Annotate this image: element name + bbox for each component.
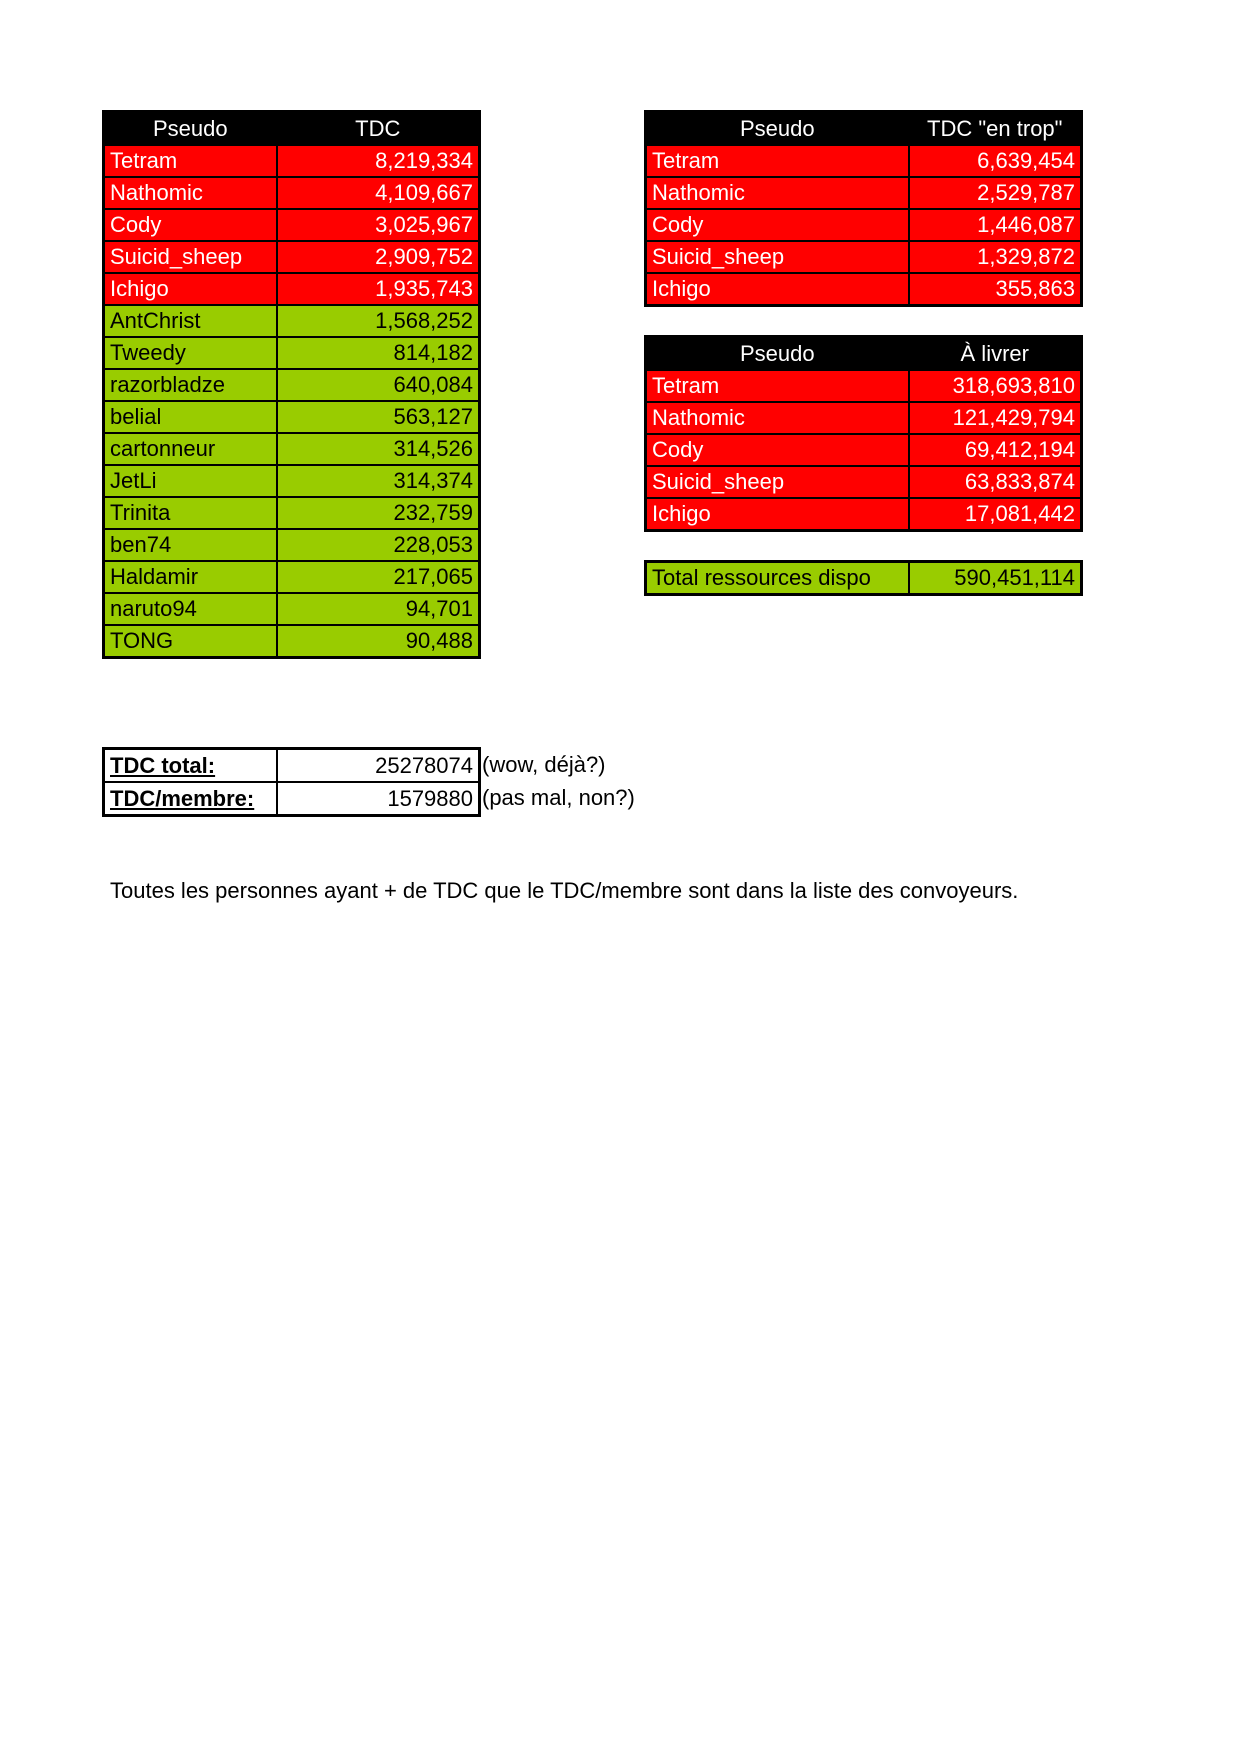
table-header-row bbox=[646, 112, 1082, 146]
tdc-member-note: (pas mal, non?) bbox=[482, 785, 635, 810]
total-resources-table bbox=[644, 560, 1083, 596]
total-resources-value: 590,451,114 bbox=[909, 562, 1082, 595]
table-row bbox=[646, 402, 1082, 434]
table-row bbox=[646, 273, 1082, 306]
value-cell: 563,127 bbox=[277, 401, 480, 433]
value-cell: 640,084 bbox=[277, 369, 480, 401]
value-cell: 2,909,752 bbox=[277, 241, 480, 273]
table-row bbox=[104, 593, 480, 625]
value-cell: 318,693,810 bbox=[909, 370, 1082, 402]
tdc-member-row bbox=[104, 782, 480, 816]
pseudo-cell: Tetram bbox=[646, 145, 909, 177]
pseudo-cell: Suicid_sheep bbox=[104, 241, 277, 273]
value-cell: 1,935,743 bbox=[277, 273, 480, 305]
pseudo-cell: Cody bbox=[646, 434, 909, 466]
pseudo-cell: Trinita bbox=[104, 497, 277, 529]
column-header-pseudo: Pseudo bbox=[104, 112, 277, 146]
pseudo-cell: Nathomic bbox=[104, 177, 277, 209]
total-resources-label: Total ressources dispo bbox=[646, 562, 909, 595]
table-row bbox=[646, 177, 1082, 209]
tdc-member-value: 1579880 bbox=[277, 782, 480, 816]
value-cell: 355,863 bbox=[909, 273, 1082, 306]
table-row bbox=[104, 465, 480, 497]
pseudo-cell: AntChrist bbox=[104, 305, 277, 337]
table-row bbox=[104, 369, 480, 401]
table-row bbox=[104, 209, 480, 241]
table-row bbox=[104, 433, 480, 465]
table-row bbox=[646, 209, 1082, 241]
value-cell: 1,568,252 bbox=[277, 305, 480, 337]
pseudo-cell: Ichigo bbox=[104, 273, 277, 305]
value-cell: 232,759 bbox=[277, 497, 480, 529]
table-row bbox=[104, 241, 480, 273]
table-row bbox=[104, 177, 480, 209]
pseudo-cell: Suicid_sheep bbox=[646, 241, 909, 273]
column-header-pseudo: Pseudo bbox=[646, 337, 909, 371]
value-cell: 4,109,667 bbox=[277, 177, 480, 209]
tdc-main-table bbox=[102, 110, 481, 659]
column-header-tdc-excess: TDC "en trop" bbox=[909, 112, 1082, 146]
pseudo-cell: cartonneur bbox=[104, 433, 277, 465]
value-cell: 17,081,442 bbox=[909, 498, 1082, 531]
table-row bbox=[646, 498, 1082, 531]
tdc-total-row bbox=[104, 749, 480, 783]
pseudo-cell: TONG bbox=[104, 625, 277, 658]
column-header-pseudo: Pseudo bbox=[646, 112, 909, 146]
value-cell: 314,374 bbox=[277, 465, 480, 497]
table-header-row bbox=[646, 337, 1082, 371]
pseudo-cell: Cody bbox=[646, 209, 909, 241]
tdc-member-label: TDC/membre: bbox=[104, 782, 277, 816]
summary-table bbox=[102, 747, 481, 817]
pseudo-cell: Ichigo bbox=[646, 498, 909, 531]
pseudo-cell: JetLi bbox=[104, 465, 277, 497]
value-cell: 90,488 bbox=[277, 625, 480, 658]
table-row bbox=[104, 625, 480, 658]
pseudo-cell: ben74 bbox=[104, 529, 277, 561]
column-header-to-deliver: À livrer bbox=[909, 337, 1082, 371]
table-row bbox=[104, 273, 480, 305]
footnote-text: Toutes les personnes ayant + de TDC que le TDC/membre sont dans la liste des convoyeurs. bbox=[110, 878, 1019, 903]
table-row bbox=[646, 466, 1082, 498]
value-cell: 121,429,794 bbox=[909, 402, 1082, 434]
pseudo-cell: Ichigo bbox=[646, 273, 909, 306]
value-cell: 69,412,194 bbox=[909, 434, 1082, 466]
value-cell: 2,529,787 bbox=[909, 177, 1082, 209]
value-cell: 1,446,087 bbox=[909, 209, 1082, 241]
value-cell: 1,329,872 bbox=[909, 241, 1082, 273]
table-row bbox=[104, 401, 480, 433]
value-cell: 228,053 bbox=[277, 529, 480, 561]
tdc-excess-table bbox=[644, 110, 1083, 307]
value-cell: 3,025,967 bbox=[277, 209, 480, 241]
table-header-row bbox=[104, 112, 480, 146]
tdc-total-value: 25278074 bbox=[277, 749, 480, 783]
total-resources-row bbox=[646, 562, 1082, 595]
column-header-tdc: TDC bbox=[277, 112, 480, 146]
pseudo-cell: razorbladze bbox=[104, 369, 277, 401]
value-cell: 314,526 bbox=[277, 433, 480, 465]
table-row bbox=[104, 561, 480, 593]
value-cell: 8,219,334 bbox=[277, 145, 480, 177]
table-row bbox=[646, 370, 1082, 402]
tdc-total-label: TDC total: bbox=[104, 749, 277, 783]
table-row bbox=[646, 145, 1082, 177]
value-cell: 63,833,874 bbox=[909, 466, 1082, 498]
table-row bbox=[104, 337, 480, 369]
pseudo-cell: Haldamir bbox=[104, 561, 277, 593]
pseudo-cell: Nathomic bbox=[646, 402, 909, 434]
table-row bbox=[104, 145, 480, 177]
tdc-total-note: (wow, déjà?) bbox=[482, 752, 606, 777]
value-cell: 94,701 bbox=[277, 593, 480, 625]
pseudo-cell: Cody bbox=[104, 209, 277, 241]
pseudo-cell: Tetram bbox=[104, 145, 277, 177]
table-row bbox=[104, 497, 480, 529]
pseudo-cell: Suicid_sheep bbox=[646, 466, 909, 498]
pseudo-cell: Tweedy bbox=[104, 337, 277, 369]
value-cell: 217,065 bbox=[277, 561, 480, 593]
pseudo-cell: naruto94 bbox=[104, 593, 277, 625]
table-row bbox=[646, 434, 1082, 466]
pseudo-cell: belial bbox=[104, 401, 277, 433]
table-row bbox=[104, 305, 480, 337]
table-row bbox=[104, 529, 480, 561]
pseudo-cell: Nathomic bbox=[646, 177, 909, 209]
deliver-table bbox=[644, 335, 1083, 532]
pseudo-cell: Tetram bbox=[646, 370, 909, 402]
value-cell: 814,182 bbox=[277, 337, 480, 369]
table-row bbox=[646, 241, 1082, 273]
value-cell: 6,639,454 bbox=[909, 145, 1082, 177]
